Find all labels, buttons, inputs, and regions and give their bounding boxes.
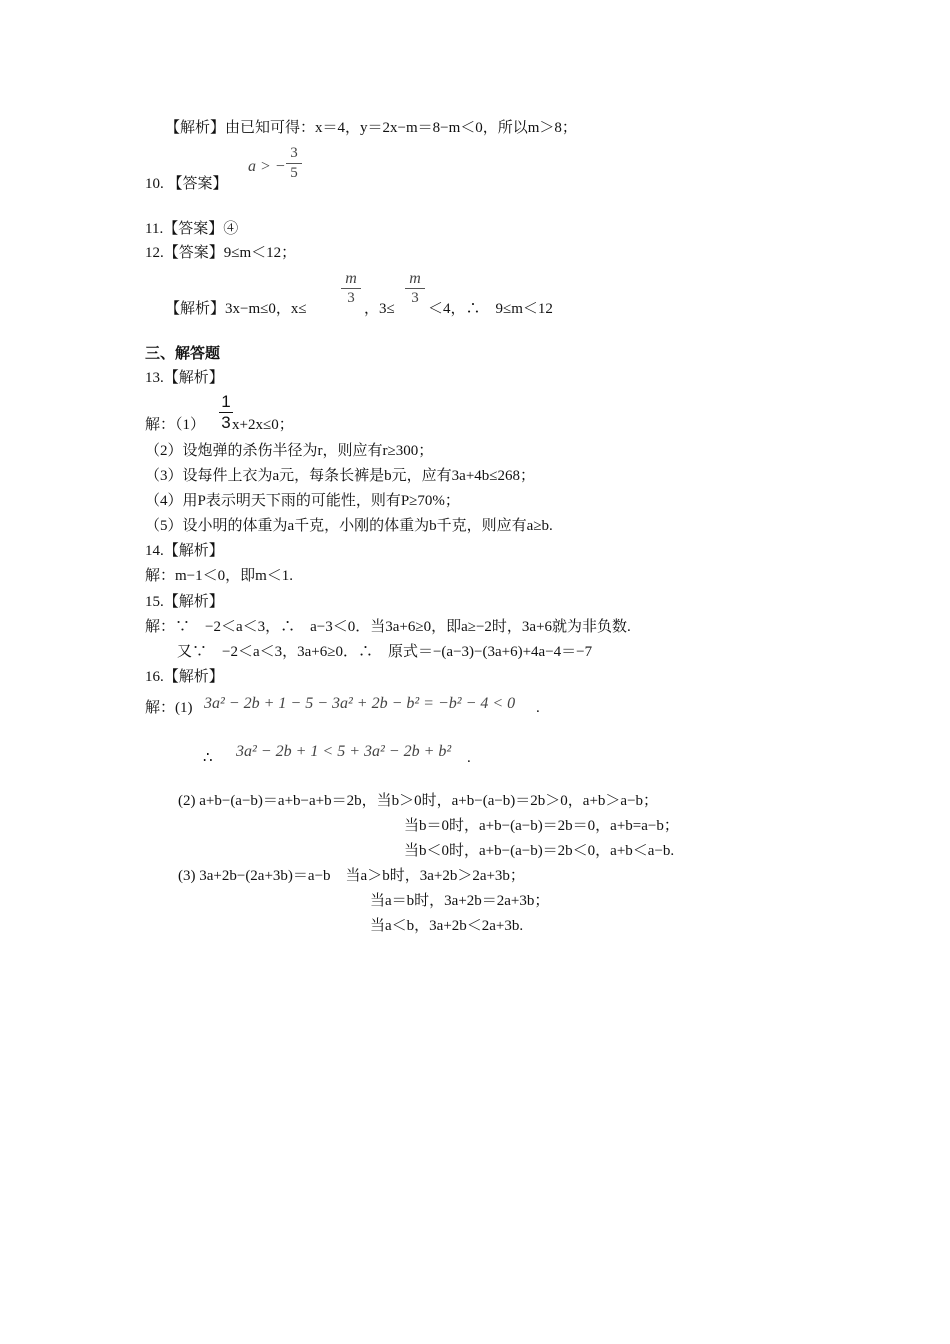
q16-1-pre: 解：(1) <box>145 700 193 716</box>
q14-label: 14.【解析】 <box>145 543 224 559</box>
denominator-3: 3 <box>411 290 419 306</box>
fraction-m-over-3-b <box>405 270 425 307</box>
q15-label: 15.【解析】 <box>145 594 224 610</box>
numerator-m: m <box>409 270 421 287</box>
answer-10-numerator: 3 <box>290 145 298 161</box>
denominator-3: 3 <box>221 413 231 432</box>
q16-3-line-c: 当a＜b，3a+2b＜2a+3b. <box>370 918 524 934</box>
q16-therefore-end: . <box>467 750 471 766</box>
q16-2-line-a: (2) a+b−(a−b)＝a+b−a+b＝2b，当b＞0时，a+b−(a−b)＝2b＞0，a+b＞a−b； <box>178 793 659 809</box>
q13-1-pre: 解：（1） <box>145 417 206 433</box>
q16-1-expr: 3a² − 2b + 1 − 5 − 3a² + 2b − b² = −b² − 4 < 0 <box>204 695 516 712</box>
analysis-12-mid: ，3≤ <box>364 301 395 317</box>
q13-5: （5）设小明的体重为a千克，小刚的体重为b千克，则应有a≥b. <box>145 518 553 534</box>
fraction-bar <box>341 288 361 289</box>
fraction-m-over-3-a <box>341 270 361 307</box>
answer-11: 11.【答案】④ <box>145 221 239 237</box>
q15-solution-b: 又∵ −2＜a＜3，3a+6≥0．∴ 原式＝−(a−3)−(3a+6)+4a−4＝−7 <box>177 644 593 660</box>
q14-solution: 解：m−1＜0，即m＜1. <box>145 568 294 584</box>
q16-3-line-b: 当a＝b时，3a+2b＝2a+3b； <box>370 893 550 909</box>
answer-10-expr: a > − <box>248 158 286 175</box>
fraction-bar <box>405 288 425 289</box>
q16-2-line-c: 当b＜0时，a+b−(a−b)＝2b＜0，a+b＜a−b. <box>404 843 675 859</box>
section-3-heading: 三、解答题 <box>145 346 221 362</box>
q16-2-line-b: 当b＝0时，a+b−(a−b)＝2b＝0，a+b=a−b； <box>404 818 679 834</box>
q16-therefore-expr: 3a² − 2b + 1 < 5 + 3a² − 2b + b² <box>236 743 452 760</box>
therefore-symbol: ∴ <box>203 750 213 766</box>
q16-label: 16.【解析】 <box>145 669 224 685</box>
q16-3-line-a: (3) 3a+2b−(2a+3b)＝a−b 当a＞b时，3a+2b＞2a+3b； <box>178 868 525 884</box>
q13-2: （2）设炮弹的杀伤半径为r，则应有r≥300； <box>145 443 434 459</box>
q13-label: 13.【解析】 <box>145 370 224 386</box>
answer-10-fraction <box>286 145 302 182</box>
numerator-1: 1 <box>221 392 231 411</box>
fraction-bar <box>286 163 302 164</box>
answer-10-denominator: 5 <box>290 165 298 181</box>
q13-1-post: x+2x≤0； <box>232 417 294 433</box>
q13-fraction-one-third <box>219 392 233 433</box>
q13-3: （3）设每件上衣为a元，每条长裤是b元，应有3a+4b≤268； <box>145 468 536 484</box>
numerator-m: m <box>345 270 357 287</box>
answer-12: 12.【答案】9≤m＜12； <box>145 245 297 261</box>
q13-4: （4）用P表示明天下雨的可能性，则有P≥70%； <box>145 493 460 509</box>
q15-solution-a: 解：∵ −2＜a＜3，∴ a−3＜0．当3a+6≥0，即a≥−2时，3a+6就为非负数. <box>145 619 631 635</box>
q16-1-end: . <box>536 700 540 716</box>
denominator-3: 3 <box>347 290 355 306</box>
analysis-12-pre: 【解析】3x−m≤0，x≤ <box>165 301 307 317</box>
analysis-12-post: ＜4，∴ 9≤m＜12 <box>428 301 553 317</box>
analysis-line-9: 【解析】由已知可得：x＝4，y＝2x−m＝8−m＜0，所以m＞8； <box>165 120 577 136</box>
answer-10-label: 10. 【答案】 <box>145 176 228 192</box>
